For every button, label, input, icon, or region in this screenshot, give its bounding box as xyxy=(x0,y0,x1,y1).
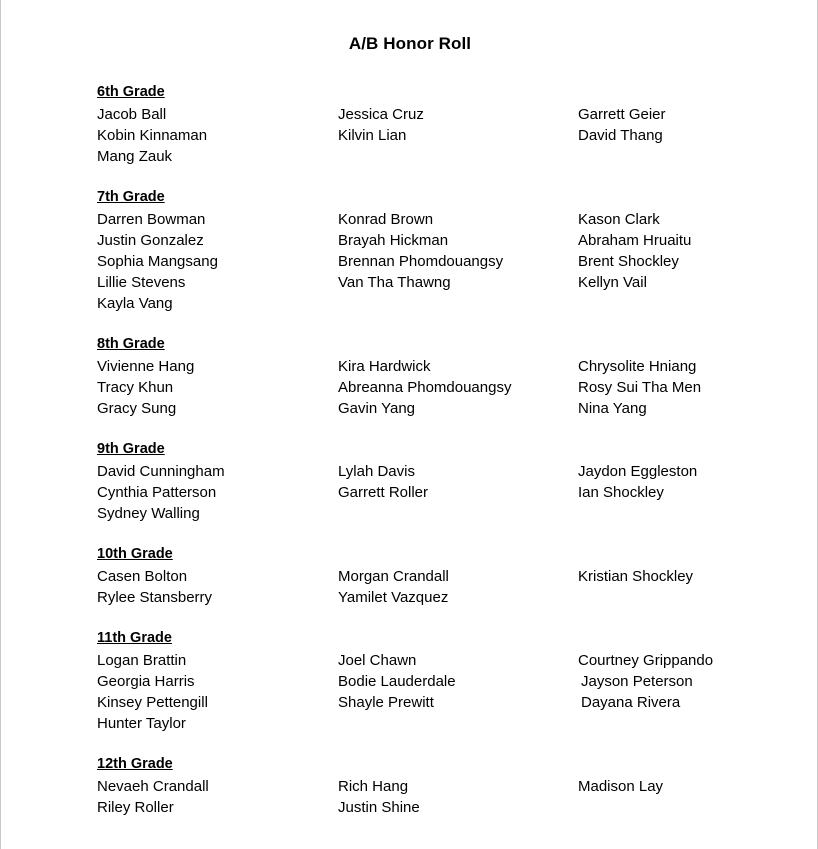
student-row xyxy=(97,713,797,734)
student-name: Riley Roller xyxy=(97,799,174,816)
grade-heading-wrap xyxy=(97,334,797,356)
student-name xyxy=(578,797,797,818)
student-name: Kira Hardwick xyxy=(338,358,431,375)
student-name: Kason Clark xyxy=(578,211,660,228)
student-name: Abreanna Phomdouangsy xyxy=(338,379,512,396)
student-name: Logan Brattin xyxy=(97,652,187,669)
grade-section xyxy=(97,334,797,419)
student-name: Bodie Lauderdale xyxy=(338,673,456,690)
student-name: Cynthia Patterson xyxy=(97,484,217,501)
student-row xyxy=(97,461,797,482)
student-name: Kristian Shockley xyxy=(578,568,694,585)
student-name: Shayle Prewitt xyxy=(338,694,434,711)
grade-heading-wrap xyxy=(97,439,797,461)
grade-section xyxy=(97,544,797,608)
student-row xyxy=(97,692,797,713)
grade-section xyxy=(97,82,797,167)
student-row xyxy=(97,671,797,692)
grade-rows xyxy=(97,356,797,419)
student-row xyxy=(97,272,797,293)
student-name: Rylee Stansberry xyxy=(97,589,213,606)
student-row xyxy=(97,356,797,377)
student-name: David Cunningham xyxy=(97,463,225,480)
student-name xyxy=(578,146,797,167)
student-name: Brennan Phomdouangsy xyxy=(338,253,504,270)
student-row xyxy=(97,398,797,419)
student-row xyxy=(97,146,797,167)
student-row xyxy=(97,503,797,524)
student-name: Jessica Cruz xyxy=(338,106,424,123)
student-name: Jacob Ball xyxy=(97,106,167,123)
student-name: Sophia Mangsang xyxy=(97,253,218,270)
student-name xyxy=(578,713,797,734)
student-name: Casen Bolton xyxy=(97,568,188,585)
student-name: Abraham Hruaitu xyxy=(578,232,692,249)
grade-rows xyxy=(97,104,797,167)
grade-heading-wrap xyxy=(97,628,797,650)
student-name: Vivienne Hang xyxy=(97,358,195,375)
student-row xyxy=(97,209,797,230)
grade-heading: 7th Grade xyxy=(97,189,165,205)
student-name: Ian Shockley xyxy=(578,484,664,501)
student-name: Sydney Walling xyxy=(97,505,200,522)
grade-section xyxy=(97,628,797,734)
grade-rows xyxy=(97,461,797,524)
student-name: Dayana Rivera xyxy=(581,694,681,711)
student-name: Garrett Geier xyxy=(578,106,666,123)
student-name: Kinsey Pettengill xyxy=(97,694,208,711)
grade-heading-wrap xyxy=(97,187,797,209)
student-row xyxy=(97,251,797,272)
student-name: Georgia Harris xyxy=(97,673,195,690)
student-name: Lillie Stevens xyxy=(97,274,186,291)
student-name: Kobin Kinnaman xyxy=(97,127,208,144)
student-name: Van Tha Thawng xyxy=(338,274,451,291)
grade-heading: 6th Grade xyxy=(97,84,165,100)
grade-heading-wrap xyxy=(97,754,797,776)
student-name xyxy=(338,713,578,734)
student-name: Tracy Khun xyxy=(97,379,174,396)
student-name: Yamilet Vazquez xyxy=(338,589,449,606)
page-title: A/B Honor Roll xyxy=(348,34,472,53)
student-name: Rich Hang xyxy=(338,778,409,795)
student-row xyxy=(97,377,797,398)
student-name: Courtney Grippando xyxy=(578,652,714,669)
student-row xyxy=(97,293,797,314)
student-name: Justin Shine xyxy=(338,799,420,816)
grade-heading-wrap xyxy=(97,82,797,104)
student-name xyxy=(338,293,578,314)
student-name: Jayson Peterson xyxy=(581,673,693,690)
student-name: Gracy Sung xyxy=(97,400,177,417)
student-name xyxy=(578,293,797,314)
student-name: David Thang xyxy=(578,127,663,144)
student-name: Gavin Yang xyxy=(338,400,415,417)
student-row xyxy=(97,650,797,671)
student-name: Nevaeh Crandall xyxy=(97,778,209,795)
grade-heading-wrap xyxy=(97,544,797,566)
grade-heading: 12th Grade xyxy=(97,756,173,772)
student-row xyxy=(97,104,797,125)
grade-rows xyxy=(97,209,797,314)
student-name: Darren Bowman xyxy=(97,211,206,228)
student-name: Kayla Vang xyxy=(97,295,173,312)
student-name xyxy=(338,503,578,524)
student-name: Kilvin Lian xyxy=(338,127,407,144)
student-name: Joel Chawn xyxy=(338,652,417,669)
student-name: Lylah Davis xyxy=(338,463,415,480)
student-row xyxy=(97,776,797,797)
student-row xyxy=(97,230,797,251)
student-name: Jaydon Eggleston xyxy=(578,463,698,480)
student-name: Mang Zauk xyxy=(97,148,173,165)
student-name: Hunter Taylor xyxy=(97,715,186,732)
grade-section xyxy=(97,187,797,314)
grade-section xyxy=(97,439,797,524)
grade-heading: 10th Grade xyxy=(97,546,173,562)
grade-heading: 8th Grade xyxy=(97,336,165,352)
student-name: Garrett Roller xyxy=(338,484,429,501)
student-name: Justin Gonzalez xyxy=(97,232,204,249)
student-name: Chrysolite Hniang xyxy=(578,358,697,375)
student-name: Brayah Hickman xyxy=(338,232,449,249)
student-name: Nina Yang xyxy=(578,400,647,417)
student-name xyxy=(338,146,578,167)
grade-sections-container xyxy=(97,82,797,838)
grade-rows xyxy=(97,566,797,608)
student-name xyxy=(578,587,797,608)
student-row xyxy=(97,125,797,146)
grade-rows xyxy=(97,650,797,734)
student-name: Rosy Sui Tha Men xyxy=(578,379,702,396)
student-row xyxy=(97,797,797,818)
student-name: Kellyn Vail xyxy=(578,274,647,291)
student-row xyxy=(97,587,797,608)
student-name: Konrad Brown xyxy=(338,211,434,228)
student-name: Morgan Crandall xyxy=(338,568,449,585)
grade-section xyxy=(97,754,797,818)
student-row xyxy=(97,482,797,503)
student-name: Madison Lay xyxy=(578,778,664,795)
grade-rows xyxy=(97,776,797,818)
grade-heading: 11th Grade xyxy=(97,630,172,646)
student-name: Brent Shockley xyxy=(578,253,679,270)
student-row xyxy=(97,566,797,587)
student-name xyxy=(578,503,797,524)
grade-heading: 9th Grade xyxy=(97,441,165,457)
